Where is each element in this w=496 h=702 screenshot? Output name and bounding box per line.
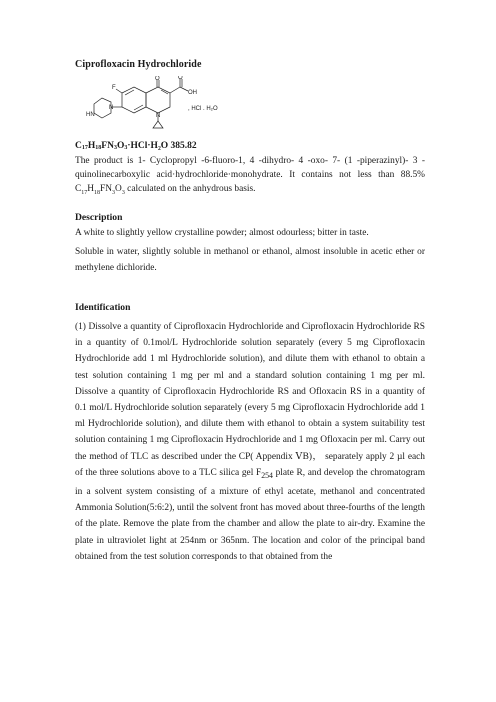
- molecular-formula: $C_{17}H_{18}FN_3O_3\cdot HCl\cdot H_2O$ 385.82: [75, 141, 197, 151]
- document-title: Ciprofloxacin Hydrochloride: [75, 59, 202, 70]
- identification-heading: Identification: [75, 302, 131, 313]
- salt-hydrate-label: , HCl . H₂O: [188, 106, 218, 112]
- hydroxyl-label: OH: [188, 90, 197, 96]
- description-heading: Description: [75, 212, 123, 223]
- ketone-oxygen-label: O: [155, 76, 160, 82]
- identification-paragraph: (1) Dissolve a quantity of Ciprofloxacin Hydrochloride and Ciprofloxacin Hydrochloride RS in a quantity of 0.1mol/L Hydrochloride solution separately (every 5 mg Ciprofloxacin Hydrochloride add 1 ml Hydrochloride solution), and dilute them with ethanol to obtain a test solution containing 1 mg per ml and a standard solution containing 1 mg per ml. Dissolve a quantity of Ciprofloxacin Hydrochloride RS and Ofloxacin RS in a quantity of 0.1 mol/L Hydrochloride solution separately (every 5 mg Ciprofloxacin Hydrochloride add 1 ml Hydrochloride solution), and dilute them with ethanol to obtain a system suitability test solution containing 1 mg Ciprofloxacin Hydrochloride and 1 mg Ofloxacin per ml. Carry out the method of TLC as described under the CP( Appendix ⅤB)， separately apply 2 µl each of the three solutions above to a TLC silica gel $F_{254}$ plate R, and develop the chromatogram in a solvent system consisting of a mixture of ethyl acetate, methanol and concentrated Ammonia Solution(5:6:2), until the solvent front has moved about three-fourths of the length of the plate. Remove the plate from the chamber and allow the plate to air-dry. Examine the plate in ultraviolet light at 254nm or 365nm. The location and color of the principal band obtained from the test solution corresponds to that obtained from the: [75, 322, 426, 562]
- structure-drawing: [84, 76, 224, 134]
- description-text: A white to slightly yellow crystalline powder; almost odourless; bitter in taste.: [75, 228, 369, 238]
- fluoro-label: F: [112, 85, 116, 91]
- solubility-text: Soluble in water, slightly soluble in methanol or ethanol, almost insoluble in acetic ether or methylene dichloride.: [75, 247, 425, 274]
- acid-oxygen-label: O: [178, 76, 183, 81]
- ring-nitrogen-label: N: [156, 113, 161, 119]
- piperazine-nitrogen-label: N: [109, 105, 114, 111]
- piperazine-nh-label: HN: [86, 112, 95, 118]
- intro-paragraph: The product is 1- Cyclopropyl -6-fluoro-1, 4 -dihydro- 4 -oxo- 7- (1 -piperazinyl)- 3 -quinolinecarboxylic acid·hydrochloride·monohydrate. It contains not less than 88.5% $C_{17}H_{18}FN_3O_3$ calculated on the anhydrous basis.: [75, 156, 425, 196]
- chemical-structure: [84, 76, 224, 134]
